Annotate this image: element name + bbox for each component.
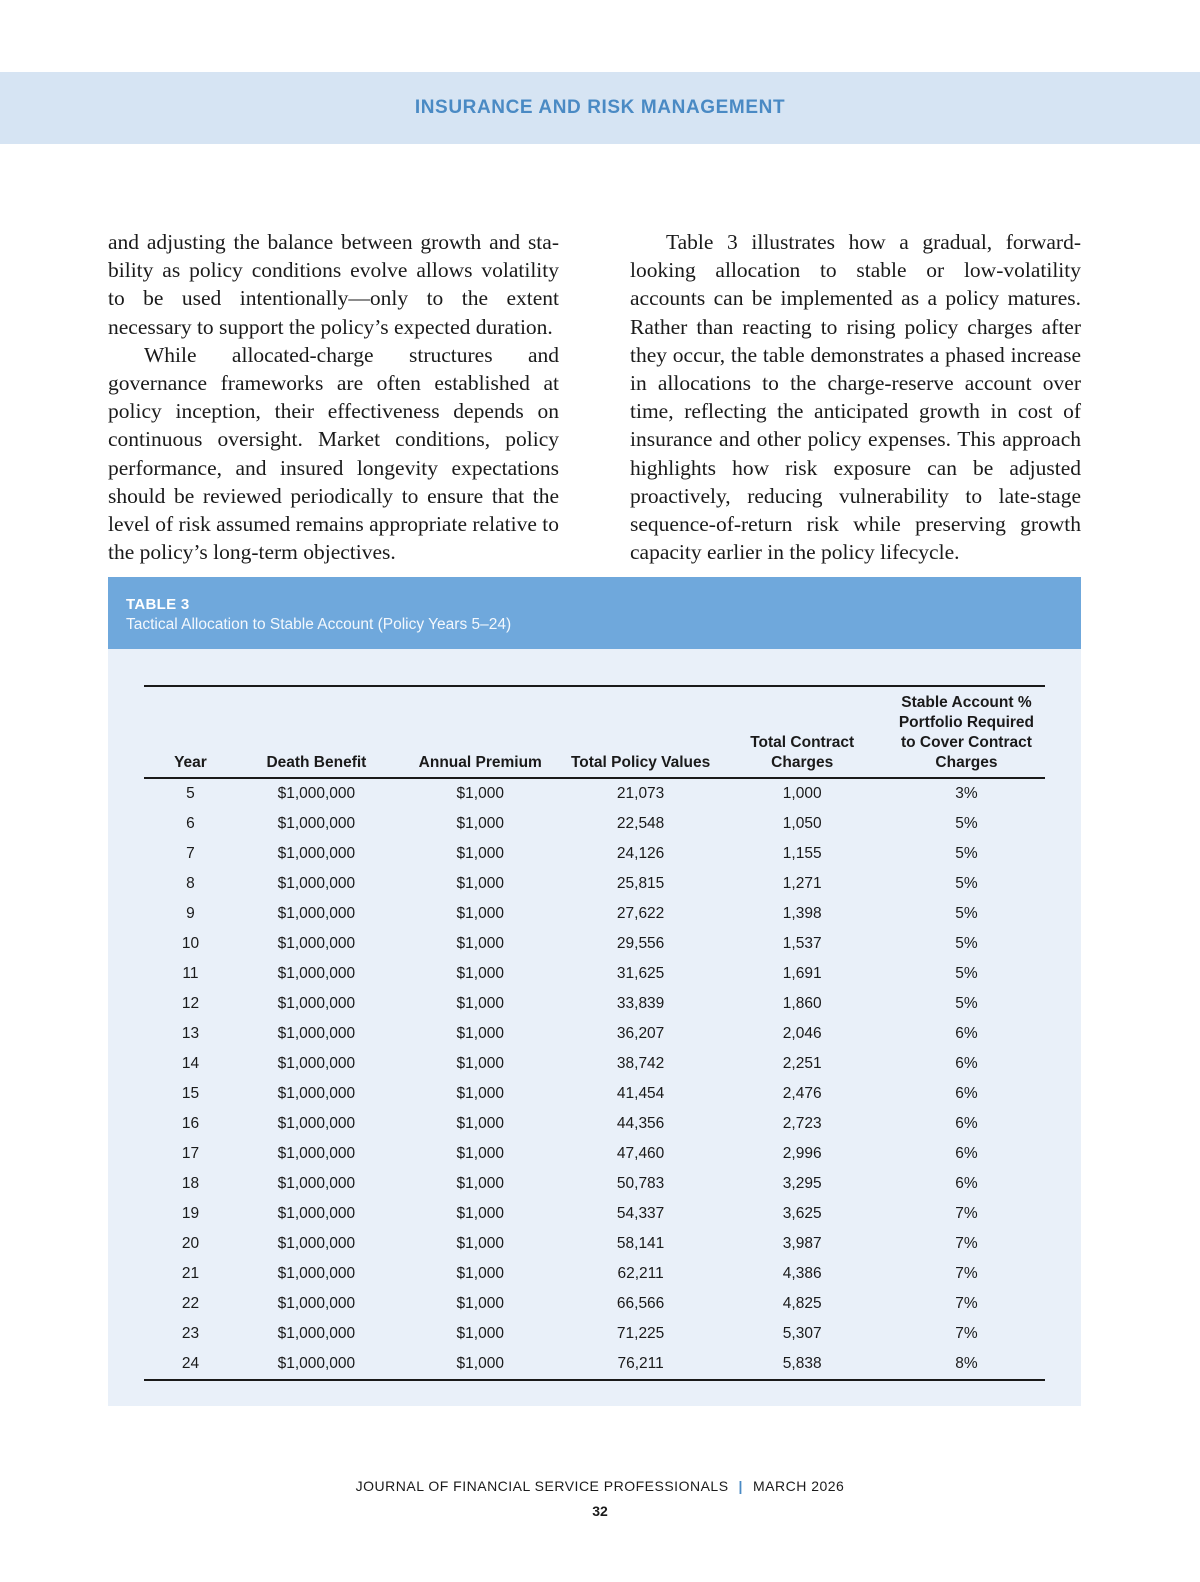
table-row (144, 1229, 1045, 1259)
table-row (144, 809, 1045, 839)
cell-total-policy-values: 22,548 (616, 815, 665, 832)
table-row (144, 839, 1045, 869)
cell-total-contract-charges: 1,691 (782, 965, 822, 982)
cell-annual-premium: $1,000 (456, 845, 504, 862)
cell-year: 9 (186, 905, 195, 922)
cell-death-benefit: $1,000,000 (277, 995, 356, 1012)
col-header-stable-account-pct: Stable Account % Portfolio Required to Cover Contract Charges (898, 694, 1035, 771)
cell-total-policy-values: 44,356 (616, 1115, 665, 1132)
cell-stable-account-pct: 5% (955, 995, 978, 1012)
footer-separator: | (738, 1478, 743, 1494)
table-label: TABLE 3 (126, 596, 190, 613)
cell-total-policy-values: 27,622 (616, 905, 665, 922)
cell-year: 21 (181, 1265, 200, 1282)
cell-stable-account-pct: 5% (955, 965, 978, 982)
cell-year: 12 (181, 995, 200, 1012)
cell-year: 20 (181, 1235, 200, 1252)
cell-annual-premium: $1,000 (456, 785, 504, 802)
cell-total-policy-values: 36,207 (616, 1025, 665, 1042)
cell-total-policy-values: 41,454 (616, 1085, 665, 1102)
cell-death-benefit: $1,000,000 (277, 875, 356, 892)
cell-total-contract-charges: 2,476 (782, 1085, 822, 1102)
cell-annual-premium: $1,000 (456, 995, 504, 1012)
cell-death-benefit: $1,000,000 (277, 1325, 356, 1342)
cell-year: 13 (181, 1025, 200, 1042)
cell-annual-premium: $1,000 (456, 965, 504, 982)
cell-year: 17 (181, 1145, 200, 1162)
cell-annual-premium: $1,000 (456, 1235, 504, 1252)
cell-stable-account-pct: 6% (955, 1115, 978, 1132)
cell-annual-premium: $1,000 (456, 1205, 504, 1222)
cell-stable-account-pct: 6% (955, 1025, 978, 1042)
cell-year: 24 (181, 1355, 200, 1372)
cell-year: 15 (181, 1085, 200, 1102)
cell-death-benefit: $1,000,000 (277, 935, 356, 952)
cell-total-contract-charges: 5,838 (782, 1355, 822, 1372)
cell-total-policy-values: 31,625 (616, 965, 665, 982)
cell-annual-premium: $1,000 (456, 815, 504, 832)
table-row (144, 1169, 1045, 1199)
cell-stable-account-pct: 6% (955, 1175, 978, 1192)
cell-annual-premium: $1,000 (456, 1085, 504, 1102)
cell-stable-account-pct: 5% (955, 935, 978, 952)
cell-total-contract-charges: 5,307 (782, 1325, 822, 1342)
table-row (144, 1109, 1045, 1139)
table-body (144, 778, 1045, 1380)
section-header-band (0, 72, 1200, 144)
table-row (144, 1319, 1045, 1349)
cell-annual-premium: $1,000 (456, 1145, 504, 1162)
page-number: 32 (592, 1503, 608, 1519)
cell-year: 18 (181, 1175, 200, 1192)
cell-death-benefit: $1,000,000 (277, 1265, 356, 1282)
cell-annual-premium: $1,000 (456, 1025, 504, 1042)
cell-total-contract-charges: 1,398 (782, 905, 822, 922)
cell-total-contract-charges: 3,987 (782, 1235, 822, 1252)
cell-death-benefit: $1,000,000 (277, 1115, 356, 1132)
cell-annual-premium: $1,000 (456, 1295, 504, 1312)
cell-total-policy-values: 76,211 (617, 1355, 664, 1372)
cell-death-benefit: $1,000,000 (277, 1295, 356, 1312)
cell-total-policy-values: 50,783 (616, 1175, 665, 1192)
cell-annual-premium: $1,000 (456, 935, 504, 952)
cell-total-contract-charges: 4,386 (782, 1265, 822, 1282)
cell-annual-premium: $1,000 (456, 1265, 504, 1282)
table-row (144, 869, 1045, 899)
allocation-table (144, 685, 1045, 1381)
footer (0, 1478, 1200, 1494)
cell-total-contract-charges: 3,295 (782, 1175, 822, 1192)
table-row (144, 1079, 1045, 1109)
cell-death-benefit: $1,000,000 (277, 1205, 356, 1222)
table-row (144, 1349, 1045, 1380)
cell-total-contract-charges: 2,251 (782, 1055, 822, 1072)
cell-year: 5 (186, 785, 195, 802)
table-row (144, 899, 1045, 929)
table-row (144, 959, 1045, 989)
left-paragraph-1: and adjusting the balance between growth and stability as policy conditions evolve allows volatility to be used intentionally—only to the extent necessary to support the policy’s expected duration. (108, 230, 559, 339)
cell-stable-account-pct: 8% (955, 1355, 978, 1372)
cell-total-policy-values: 47,460 (616, 1145, 665, 1162)
section-title: INSURANCE AND RISK MANAGEMENT (414, 97, 786, 118)
cell-year: 6 (186, 815, 195, 832)
col-header-annual-premium: Annual Premium (418, 754, 542, 771)
left-column (108, 228, 559, 566)
cell-annual-premium: $1,000 (456, 1325, 504, 1342)
cell-death-benefit: $1,000,000 (277, 1025, 356, 1042)
table-header-bar (108, 577, 1081, 649)
cell-year: 8 (186, 875, 195, 892)
cell-stable-account-pct: 6% (955, 1145, 978, 1162)
table-row (144, 1289, 1045, 1319)
cell-total-contract-charges: 1,000 (782, 785, 822, 802)
cell-total-policy-values: 71,225 (616, 1325, 665, 1342)
cell-death-benefit: $1,000,000 (277, 965, 356, 982)
footer-journal: JOURNAL OF FINANCIAL SERVICE PROFESSIONALS (355, 1478, 729, 1494)
cell-stable-account-pct: 5% (955, 815, 978, 832)
cell-year: 11 (182, 965, 199, 982)
cell-total-contract-charges: 1,155 (782, 845, 822, 862)
cell-total-policy-values: 62,211 (617, 1265, 664, 1282)
table-row (144, 1259, 1045, 1289)
table-row (144, 929, 1045, 959)
cell-death-benefit: $1,000,000 (277, 815, 356, 832)
table-caption: Tactical Allocation to Stable Account (Policy Years 5–24) (126, 616, 512, 633)
footer-date: MARCH 2026 (752, 1478, 845, 1494)
cell-annual-premium: $1,000 (456, 1115, 504, 1132)
cell-stable-account-pct: 6% (955, 1055, 978, 1072)
cell-total-policy-values: 58,141 (616, 1235, 665, 1252)
cell-annual-premium: $1,000 (456, 1055, 504, 1072)
right-paragraph-1: Table 3 illustrates how a gradual, forward-looking allocation to stable or low-volatility accounts can be implemented as a policy matures. Rather than reacting to rising policy charges after they occur, the table demonstrates a phased increase in allocations to the charge-reserve account over time, reflecting the anticipated growth in cost of insurance and other policy expenses. This approach highlights how risk exposure can be adjusted proactively, reducing vulnerability to late-stage sequence-of-return risk while preserving growth capacity earlier in the policy lifecycle. (630, 230, 1081, 565)
cell-annual-premium: $1,000 (456, 1175, 504, 1192)
cell-stable-account-pct: 7% (955, 1325, 978, 1342)
col-header-year: Year (174, 754, 207, 771)
cell-death-benefit: $1,000,000 (277, 905, 356, 922)
cell-total-contract-charges: 4,825 (782, 1295, 822, 1312)
cell-year: 19 (181, 1205, 200, 1222)
cell-annual-premium: $1,000 (456, 905, 504, 922)
cell-total-policy-values: 54,337 (616, 1205, 665, 1222)
cell-death-benefit: $1,000,000 (277, 785, 356, 802)
cell-total-contract-charges: 2,996 (782, 1145, 822, 1162)
cell-death-benefit: $1,000,000 (277, 1145, 356, 1162)
cell-death-benefit: $1,000,000 (277, 1355, 356, 1372)
cell-total-contract-charges: 1,860 (782, 995, 822, 1012)
right-column (630, 228, 1081, 566)
table-row (144, 1049, 1045, 1079)
cell-total-policy-values: 29,556 (616, 935, 665, 952)
table-panel (108, 577, 1081, 1406)
cell-death-benefit: $1,000,000 (277, 1175, 356, 1192)
cell-total-policy-values: 66,566 (616, 1295, 665, 1312)
cell-stable-account-pct: 7% (955, 1295, 978, 1312)
cell-year: 22 (181, 1295, 200, 1312)
cell-death-benefit: $1,000,000 (277, 1235, 356, 1252)
left-paragraph-2: While allocated-charge structures and governance frameworks are often established at policy inception, their effectiveness depends on continuous oversight. Market conditions, policy performance, and insured longevity expectations should be reviewed periodically to ensure that the level of risk assumed remains appropriate relative to the policy’s long-term objectives. (108, 342, 559, 565)
cell-death-benefit: $1,000,000 (277, 845, 356, 862)
table-row (144, 1199, 1045, 1229)
cell-annual-premium: $1,000 (456, 1355, 504, 1372)
cell-annual-premium: $1,000 (456, 875, 504, 892)
cell-total-contract-charges: 1,537 (782, 935, 822, 952)
col-header-total-policy-values: Total Policy Values (570, 754, 711, 771)
cell-total-contract-charges: 1,050 (782, 815, 822, 832)
table-row (144, 1019, 1045, 1049)
cell-stable-account-pct: 7% (955, 1235, 978, 1252)
col-header-total-contract-charges: Total Contract Charges (750, 734, 855, 771)
table-row (144, 1139, 1045, 1169)
cell-total-policy-values: 25,815 (616, 875, 665, 892)
cell-total-contract-charges: 3,625 (782, 1205, 822, 1222)
cell-year: 14 (181, 1055, 200, 1072)
cell-death-benefit: $1,000,000 (277, 1055, 356, 1072)
cell-stable-account-pct: 5% (955, 875, 978, 892)
cell-stable-account-pct: 6% (955, 1085, 978, 1102)
cell-total-policy-values: 33,839 (616, 995, 665, 1012)
table-header-row (144, 686, 1045, 778)
table-row (144, 989, 1045, 1019)
cell-total-policy-values: 38,742 (616, 1055, 665, 1072)
cell-total-contract-charges: 2,046 (782, 1025, 822, 1042)
cell-stable-account-pct: 7% (955, 1205, 978, 1222)
cell-stable-account-pct: 7% (955, 1265, 978, 1282)
cell-total-policy-values: 21,073 (616, 785, 665, 802)
cell-total-policy-values: 24,126 (616, 845, 665, 862)
cell-year: 16 (181, 1115, 200, 1132)
cell-stable-account-pct: 5% (955, 845, 978, 862)
cell-stable-account-pct: 5% (955, 905, 978, 922)
cell-stable-account-pct: 3% (955, 785, 978, 802)
cell-year: 7 (186, 845, 195, 862)
table-row (144, 778, 1045, 809)
cell-year: 23 (181, 1325, 200, 1342)
col-header-death-benefit: Death Benefit (266, 754, 367, 771)
cell-total-contract-charges: 2,723 (782, 1115, 822, 1132)
cell-death-benefit: $1,000,000 (277, 1085, 356, 1102)
cell-total-contract-charges: 1,271 (782, 875, 822, 892)
cell-year: 10 (181, 935, 200, 952)
